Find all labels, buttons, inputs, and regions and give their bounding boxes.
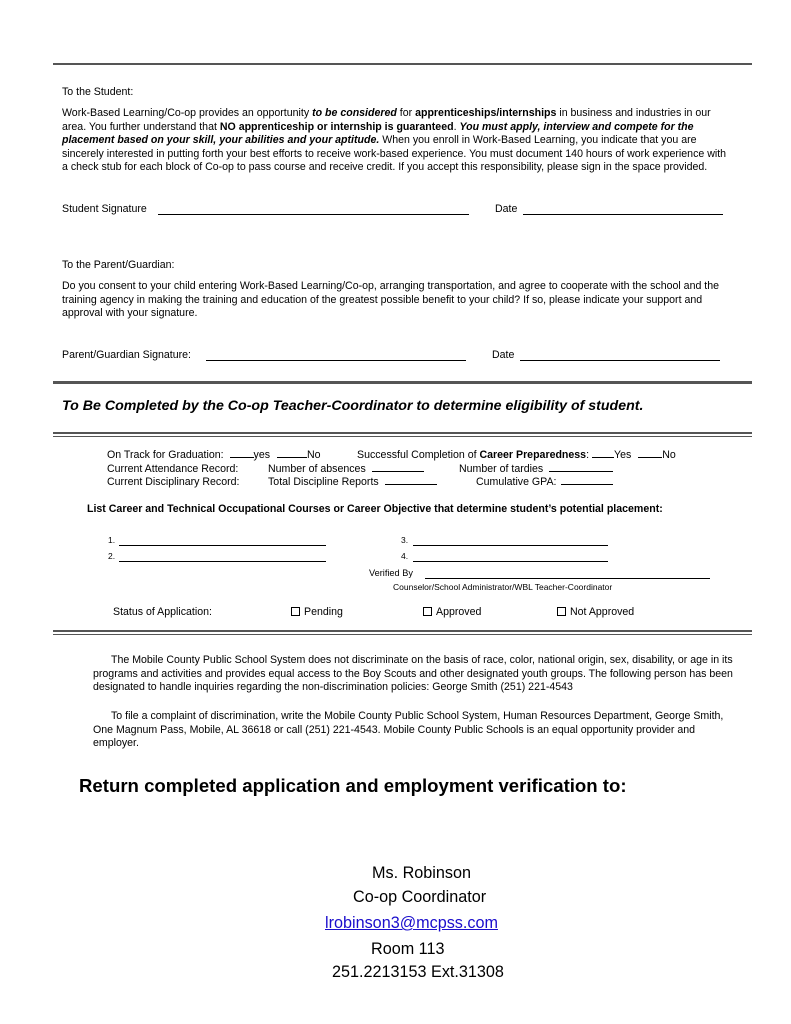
approved-checkbox[interactable] <box>423 607 432 616</box>
tardies-row <box>459 463 613 477</box>
student-text-4: apprenticeships/internships <box>415 107 557 119</box>
course-line-1[interactable] <box>119 545 326 546</box>
verified-by-sublabel: Counselor/School Administrator/WBL Teacher-Coordinator <box>393 582 613 592</box>
absences-row <box>268 463 424 477</box>
contact-room: Room 113 <box>371 940 445 958</box>
double-rule-bottom-1 <box>53 630 752 632</box>
on-track-yes-blank[interactable] <box>230 457 254 458</box>
career-no-blank[interactable] <box>638 457 662 458</box>
course-line-2[interactable] <box>119 561 326 562</box>
not-approved-label: Not Approved <box>570 606 635 618</box>
top-rule <box>53 63 752 65</box>
student-text-3: for <box>396 107 416 119</box>
course-item-3-number: 3. <box>401 535 409 545</box>
student-text-1: Work-Based Learning/Co-op provides an opportunity <box>62 107 313 119</box>
contact-email-link[interactable]: lrobinson3@mcpss.com <box>325 914 498 932</box>
course-line-3[interactable] <box>413 545 608 546</box>
status-not-approved[interactable] <box>557 606 634 620</box>
course-item-3 <box>401 535 408 545</box>
career-yes-blank[interactable] <box>592 457 614 458</box>
on-track-row <box>107 449 321 463</box>
gpa-label: Cumulative GPA: <box>476 476 557 488</box>
student-text-7: . <box>453 120 460 133</box>
career-yes-label: Yes <box>613 449 632 461</box>
verified-by-line[interactable] <box>425 578 710 579</box>
double-rule-bottom-2 <box>53 634 752 636</box>
absences-label: Number of absences <box>268 463 366 475</box>
return-heading: Return completed application and employment verification to: <box>79 775 627 796</box>
student-paragraph <box>62 107 732 175</box>
absences-blank[interactable] <box>372 471 424 472</box>
list-heading: List Career and Technical Occupational Courses or Career Objective that determine student’s potential placement: <box>87 503 663 515</box>
double-rule-top-2 <box>53 436 752 438</box>
parent-paragraph: Do you consent to your child entering Work-Based Learning/Co-op, arranging transportation, and agree to cooperate with the school and the training agency in making the training and education of the greatest possible benefit to your child? If so, please indicate your support and approval with your signature. <box>62 280 720 319</box>
status-label: Status of Application: <box>113 606 212 618</box>
on-track-no-blank[interactable] <box>277 457 307 458</box>
parent-date-label: Date <box>492 349 515 361</box>
parent-heading: To the Parent/Guardian: <box>62 259 175 271</box>
student-heading: To the Student: <box>62 86 134 98</box>
gpa-blank[interactable] <box>561 484 613 485</box>
tardies-blank[interactable] <box>549 471 613 472</box>
not-approved-checkbox[interactable] <box>557 607 566 616</box>
career-prep-bold: Career Preparedness <box>479 449 587 461</box>
gpa-row <box>476 476 613 490</box>
student-text-9: When you enroll in Work-Based Learning, you indicate that you are sincerely interested in putting forth your best efforts to receive work-based experience. You must document 140 hours of work experience with a check stub for each block of Co-op to pass course and receive credit. If you accept this responsibility, please sign in the space provided. <box>62 134 727 173</box>
double-rule-top-1 <box>53 432 752 434</box>
discipline-reports-label: Total Discipline Reports <box>268 476 379 488</box>
status-approved[interactable] <box>423 606 481 620</box>
status-pending[interactable] <box>291 606 343 620</box>
on-track-no-label: No <box>307 449 321 461</box>
tardies-label: Number of tardies <box>459 463 544 475</box>
coordinator-title: To Be Completed by the Co-op Teacher-Coordinator to determine eligibility of student. <box>62 398 644 414</box>
attendance-label: Current Attendance Record: <box>107 463 239 475</box>
course-item-4 <box>401 551 408 561</box>
contact-phone: 251.2213153 Ext.31308 <box>332 963 504 981</box>
student-signature-label: Student Signature <box>62 203 147 215</box>
discipline-reports-blank[interactable] <box>385 484 437 485</box>
nondiscrimination-paragraph-2: To file a complaint of discrimination, write the Mobile County Public School System, Human Resources Department, George Smith, One Magnum Pass, Mobile, AL 36618 or call (251) 221-4543. Mobile County Public Schools is an equal opportunity provider and employer. <box>93 710 724 749</box>
career-prep-colon: : <box>586 449 590 461</box>
student-text-5: in business and industries in our area. You further understand that <box>62 107 711 133</box>
student-text-6: NO apprenticeship or internship is guaranteed <box>219 120 454 133</box>
pending-checkbox[interactable] <box>291 607 300 616</box>
nondiscrimination-paragraph-1: The Mobile County Public School System does not discriminate on the basis of race, color, national origin, sex, disability, or age in its programs and activities and provides equal access to the Boy Scouts and other designated youth groups. The following person has been designated to handle inquiries regarding the non-discrimination policies: George Smith (251) 221-4543 <box>93 654 733 693</box>
course-line-4[interactable] <box>413 561 608 562</box>
disciplinary-label: Current Disciplinary Record: <box>107 476 240 488</box>
course-item-2-number: 2. <box>108 551 116 561</box>
student-date-label: Date <box>495 203 518 215</box>
on-track-yes-label: yes <box>253 449 271 461</box>
verified-by-label: Verified By <box>369 568 413 578</box>
parent-signature-label: Parent/Guardian Signature: <box>62 349 191 361</box>
course-item-1-number: 1. <box>108 535 116 545</box>
student-date-line[interactable] <box>523 214 723 215</box>
student-signature-line[interactable] <box>158 214 469 215</box>
contact-name: Ms. Robinson <box>372 864 471 882</box>
student-text-2: to be considered <box>312 107 397 119</box>
discipline-row <box>268 476 437 490</box>
course-item-2 <box>108 551 115 561</box>
career-no-label: No <box>662 449 676 461</box>
approved-label: Approved <box>436 606 482 618</box>
parent-signature-line[interactable] <box>206 360 466 361</box>
career-prep-row <box>357 449 676 463</box>
career-prep-prefix: Successful Completion of <box>357 449 480 461</box>
course-item-4-number: 4. <box>401 551 409 561</box>
student-text-8: You must apply, interview and compete for the placement based on your skill, your abilities and your aptitude. <box>62 120 694 146</box>
parent-date-line[interactable] <box>520 360 720 361</box>
pending-label: Pending <box>304 606 343 618</box>
on-track-label: On Track for Graduation: <box>107 449 224 461</box>
course-item-1 <box>108 535 115 545</box>
section-rule-thick <box>53 381 752 384</box>
contact-role: Co-op Coordinator <box>353 888 487 906</box>
